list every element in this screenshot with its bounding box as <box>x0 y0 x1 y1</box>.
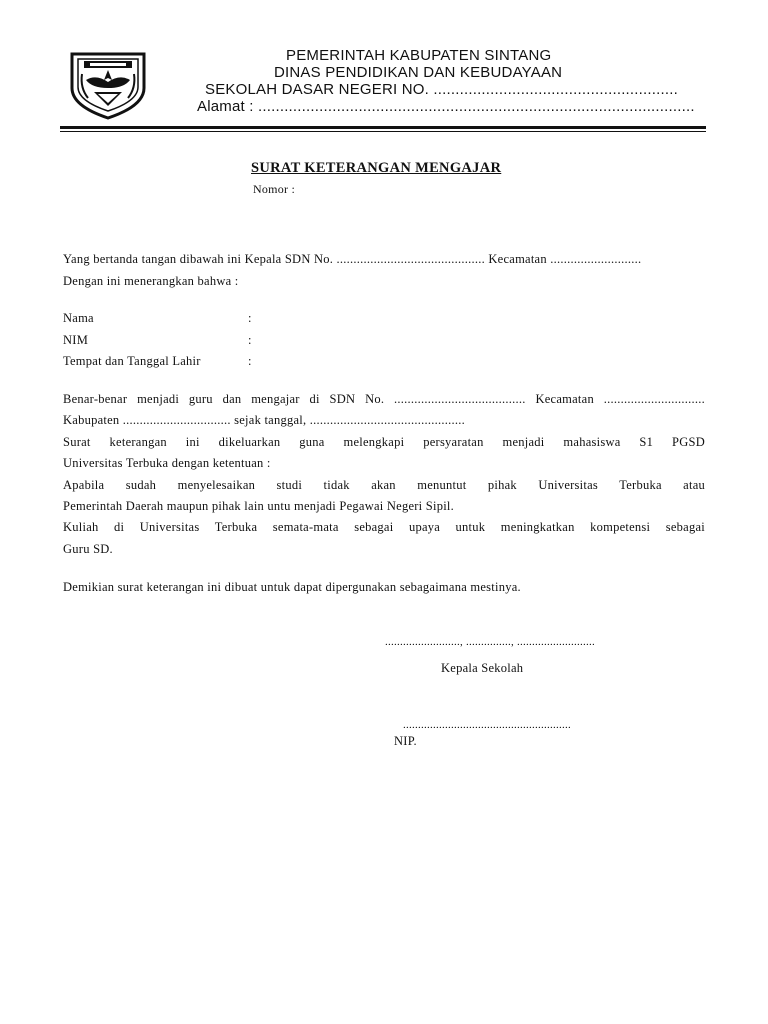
intro-line-2: Dengan ini menerangkan bahwa : <box>63 274 239 288</box>
letterhead-school: SEKOLAH DASAR NEGERI NO. ........................................................ <box>205 81 678 98</box>
letterhead-government: PEMERINTAH KABUPATEN SINTANG <box>286 47 552 64</box>
closing-statement: Demikian surat keterangan ini dibuat untuk dapat dipergunakan sebagaimana mestinya. <box>63 580 521 594</box>
body-p1-line-2: Kabupaten ................................ sejak tanggal, .............................................. <box>63 413 465 427</box>
field-label-birth: Tempat dan Tanggal Lahir <box>63 354 201 368</box>
intro-line-1: Yang bertanda tangan dibawah ini Kepala SDN No. ............................................ Kecamatan ........................... <box>63 252 642 266</box>
body-p1-line-1: Benar-benar menjadi guru dan mengajar di SDN No. ....................................... Kecamatan .............................. <box>63 392 705 406</box>
body-p3-line-1: Apabila sudah menyelesaikan studi tidak akan menuntut pihak Universitas Terbuka atau <box>63 478 705 492</box>
body-p4-line-2: Guru SD. <box>63 542 113 556</box>
regency-emblem-logo <box>64 48 152 120</box>
signature-place-date: ........................., ..............., .......................... <box>385 636 595 648</box>
field-colon-birth: : <box>248 354 252 368</box>
body-p2-line-1: Surat keterangan ini dikeluarkan guna melengkapi persyaratan menjadi mahasiswa S1 PGSD <box>63 435 705 449</box>
document-title: SURAT KETERANGAN MENGAJAR <box>251 160 502 176</box>
body-p3-line-2: Pemerintah Daerah maupun pihak lain untu menjadi Pegawai Negeri Sipil. <box>63 499 455 513</box>
signature-name-line: ........................................................ <box>403 719 571 731</box>
field-colon-nim: : <box>248 333 252 347</box>
letterhead-divider-thick <box>60 126 706 129</box>
field-label-nim: NIM <box>63 333 89 347</box>
body-p4-line-1: Kuliah di Universitas Terbuka semata-mata sebagai upaya untuk meningkatkan kompetensi sebagai <box>63 520 705 534</box>
field-label-name: Nama <box>63 311 94 325</box>
letterhead-divider-thin <box>60 131 706 132</box>
letterhead-department: DINAS PENDIDIKAN DAN KEBUDAYAAN <box>274 64 563 81</box>
letterhead-address: Alamat : .................................................................................................... <box>197 98 695 115</box>
field-colon-name: : <box>248 311 252 325</box>
document-number: Nomor : <box>253 182 296 196</box>
signature-nip: NIP. <box>394 734 417 748</box>
body-p2-line-2: Universitas Terbuka dengan ketentuan : <box>63 456 271 470</box>
signature-position: Kepala Sekolah <box>441 661 524 675</box>
